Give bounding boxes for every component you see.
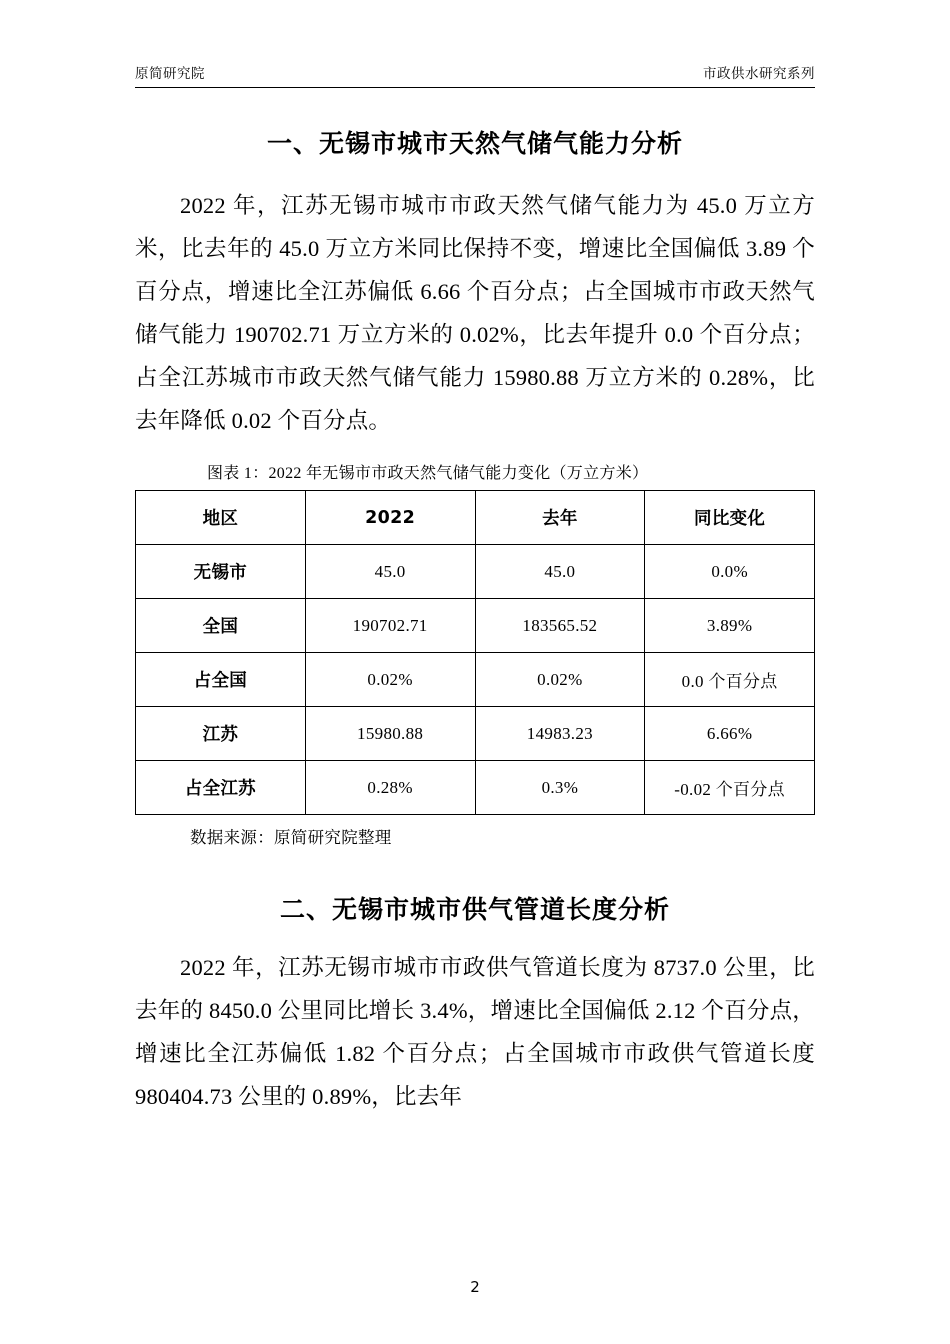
table-row (136, 545, 815, 599)
table-row (136, 761, 815, 815)
table-cell: 0.02% (475, 653, 645, 707)
table-cell: 15980.88 (305, 707, 475, 761)
table-row-header: 占全国 (136, 653, 306, 707)
table-cell: 0.28% (305, 761, 475, 815)
table-column-header: 地区 (136, 491, 306, 545)
gas-storage-table (135, 490, 815, 815)
section-title-1: 一、无锡市城市天然气储气能力分析 (266, 129, 683, 158)
table-column-header: 同比变化 (645, 491, 815, 545)
table-row (136, 707, 815, 761)
header-right-text: 市政供水研究系列 (703, 66, 815, 82)
table-caption: 图表 1：2022 年无锡市市政天然气储气能力变化（万立方米） (207, 465, 649, 482)
table-row-header: 全国 (136, 599, 306, 653)
table-row-header: 无锡市 (136, 545, 306, 599)
table-header-row (136, 491, 815, 545)
table-row (136, 653, 815, 707)
table-cell: 0.3% (475, 761, 645, 815)
table-column-header: 2022 (305, 491, 475, 545)
table-cell: 3.89% (645, 599, 815, 653)
table-cell: 0.02% (305, 653, 475, 707)
table-cell: 45.0 (475, 545, 645, 599)
table-row (136, 599, 815, 653)
table-row-header: 占全江苏 (136, 761, 306, 815)
table-cell: 6.66% (645, 707, 815, 761)
page-number: 2 (470, 1278, 480, 1296)
table-source-note: 数据来源：原简研究院整理 (190, 828, 392, 847)
table-row-header: 江苏 (136, 707, 306, 761)
table-cell: 0.0% (645, 545, 815, 599)
table-cell: 190702.71 (305, 599, 475, 653)
page-header (135, 62, 815, 88)
table-cell: 183565.52 (475, 599, 645, 653)
table-column-header: 去年 (475, 491, 645, 545)
header-left-text: 原简研究院 (135, 66, 205, 82)
section-paragraph-2: 2022 年，江苏无锡市城市市政供气管道长度为 8737.0 公里，比去年的 8450.0 公里同比增长 3.4%，增速比全国偏低 2.12 个百分点，增速比全江苏偏低 1.82 个百分点；占全国城市市政供气管道长度 980404.73 公里的 0.89%，比去年 (135, 955, 815, 1109)
table-cell: 45.0 (305, 545, 475, 599)
table-cell: 14983.23 (475, 707, 645, 761)
section-paragraph-1: 2022 年，江苏无锡市城市市政天然气储气能力为 45.0 万立方米，比去年的 45.0 万立方米同比保持不变，增速比全国偏低 3.89 个百分点，增速比全江苏偏低 6.66 个百分点；占全国城市市政天然气储气能力 190702.71 万立方米的 0.02%，比去年提升 0.0 个百分点；占全江苏城市市政天然气储气能力 15980.88 万立方米的 0.28%，比去年降低 0.02 个百分点。 (135, 193, 815, 433)
section-title-2: 二、无锡市城市供气管道长度分析 (279, 895, 670, 924)
table-cell: 0.0 个百分点 (645, 653, 815, 707)
table-cell: -0.02 个百分点 (645, 761, 815, 815)
